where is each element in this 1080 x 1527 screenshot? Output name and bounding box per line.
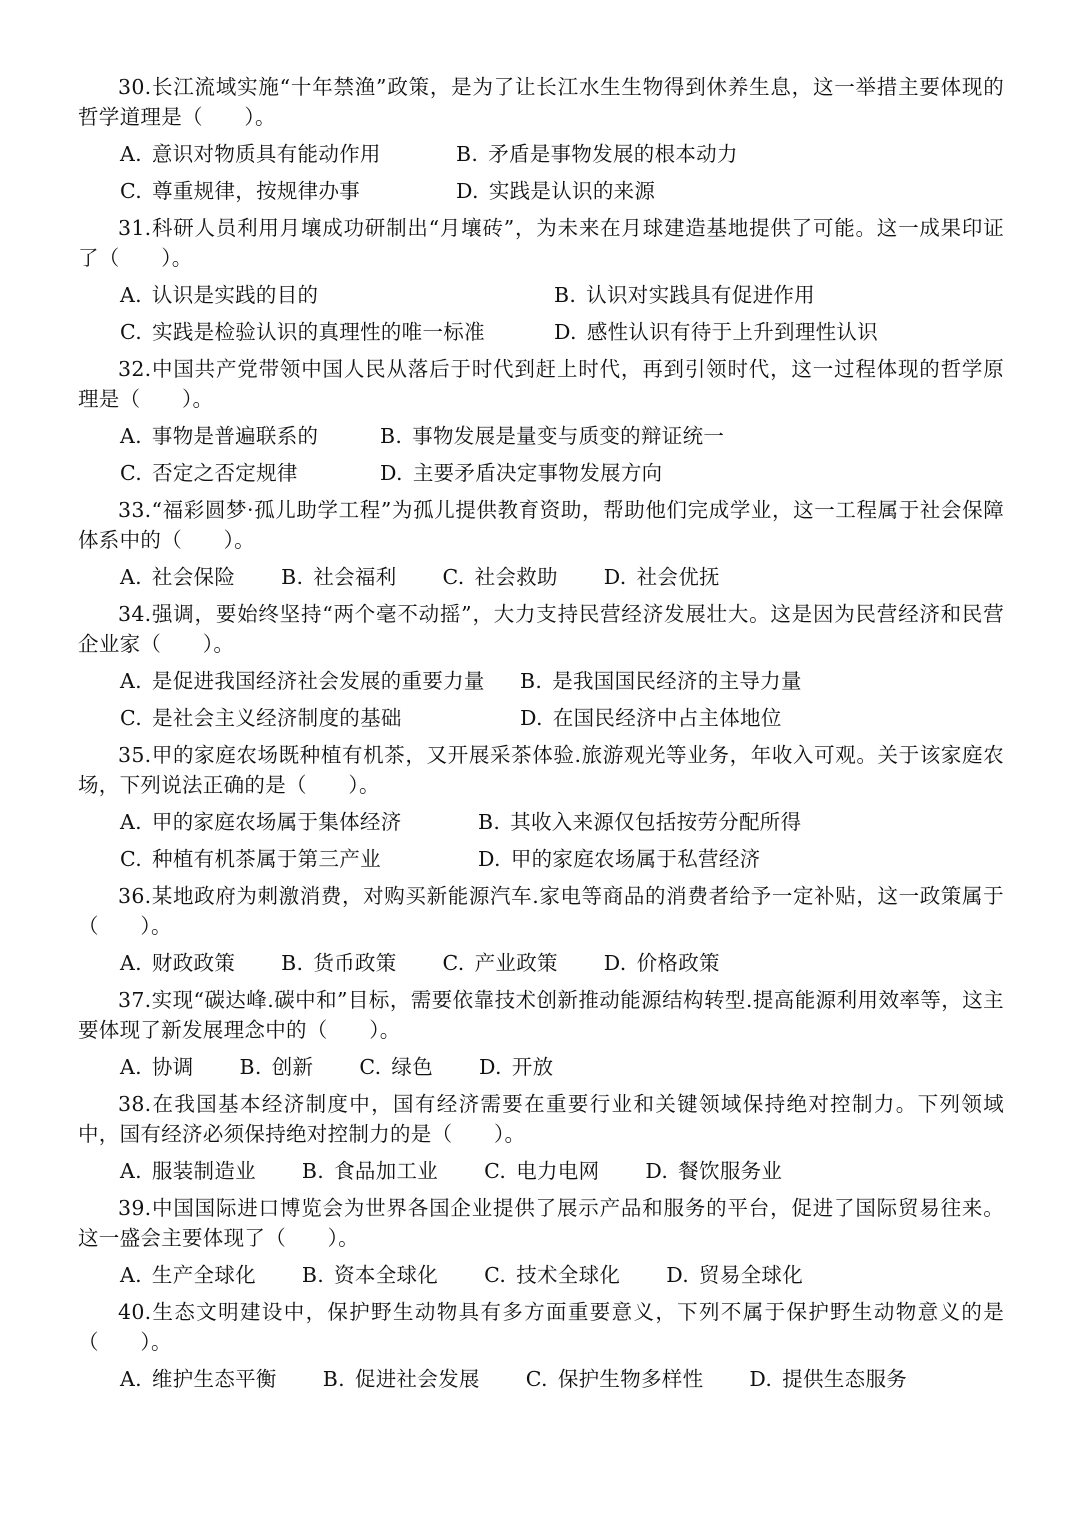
- option-list: [78, 948, 1004, 978]
- option-d: D. 开放: [479, 1055, 554, 1079]
- question-sheet: [78, 72, 1004, 1394]
- option-a: A. 认识是实践的目的: [120, 283, 319, 307]
- option-c: C. 技术全球化: [484, 1263, 621, 1287]
- option-a: A. 社会保险: [120, 565, 236, 589]
- option-c: C. 保护生物多样性: [525, 1367, 704, 1391]
- option-a: A. 意识对物质具有能动作用: [120, 142, 381, 166]
- option-b: B. 促进社会发展: [322, 1367, 480, 1391]
- question-35: [78, 740, 1004, 874]
- option-c: C. 电力电网: [484, 1159, 600, 1183]
- question-34: [78, 599, 1004, 733]
- option-d: D. 主要矛盾决定事物发展方向: [380, 461, 663, 485]
- option-d: D. 感性认识有待于上升到理性认识: [554, 320, 879, 344]
- question-stem: 30.长江流域实施“十年禁渔”政策，是为了让长江水生生物得到休养生息，这一举措主要体现的哲学道理是（ ）。: [78, 75, 1004, 129]
- option-b: B. 食品加工业: [301, 1159, 439, 1183]
- question-stem: 35.甲的家庭农场既种植有机茶，又开展采茶体验.旅游观光等业务，年收入可观。关于该家庭农场，下列说法正确的是（ ）。: [78, 743, 1004, 797]
- question-32: [78, 354, 1004, 488]
- option-c: C. 产业政策: [442, 951, 558, 975]
- option-list: [78, 1156, 1004, 1186]
- option-a: A. 财政政策: [120, 951, 236, 975]
- option-a: A. 服装制造业: [120, 1159, 256, 1183]
- option-c: C. 否定之否定规律: [120, 461, 298, 485]
- option-list: [78, 421, 1004, 488]
- option-b: B. 货币政策: [281, 951, 397, 975]
- option-d: D. 甲的家庭农场属于私营经济: [478, 847, 761, 871]
- option-a: A. 维护生态平衡: [120, 1367, 277, 1391]
- option-b: B. 是我国国民经济的主导力量: [520, 669, 802, 693]
- option-b: B. 事物发展是量变与质变的辩证统一: [380, 424, 725, 448]
- question-36: [78, 881, 1004, 978]
- option-list: [78, 666, 1004, 733]
- option-d: D. 在国民经济中占主体地位: [520, 706, 782, 730]
- option-d: D. 餐饮服务业: [645, 1159, 783, 1183]
- question-30: [78, 72, 1004, 206]
- question-stem: 38.在我国基本经济制度中，国有经济需要在重要行业和关键领域保持绝对控制力。下列领域中，国有经济必须保持绝对控制力的是（ ）。: [78, 1092, 1004, 1146]
- option-d: D. 提供生态服务: [749, 1367, 908, 1391]
- option-b: B. 创新: [239, 1055, 314, 1079]
- question-stem: 40.生态文明建设中，保护野生动物具有多方面重要意义，下列不属于保护野生动物意义的是（ ）。: [78, 1300, 1004, 1354]
- option-d: D. 价格政策: [603, 951, 720, 975]
- question-stem: 33.“福彩圆梦·孤儿助学工程”为孤儿提供教育资助，帮助他们完成学业，这一工程属于社会保障体系中的（ ）。: [78, 498, 1004, 552]
- option-list: [78, 139, 1004, 206]
- option-list: [78, 1260, 1004, 1290]
- option-list: [78, 1364, 1004, 1394]
- option-b: B. 资本全球化: [301, 1263, 439, 1287]
- question-31: [78, 213, 1004, 347]
- question-38: [78, 1089, 1004, 1186]
- option-a: A. 是促进我国经济社会发展的重要力量: [120, 669, 485, 693]
- option-b: B. 矛盾是事物发展的根本动力: [456, 142, 738, 166]
- question-stem: 39.中国国际进口博览会为世界各国企业提供了展示产品和服务的平台，促进了国际贸易往来。这一盛会主要体现了（ ）。: [78, 1196, 1004, 1250]
- question-40: [78, 1297, 1004, 1394]
- option-d: D. 社会优抚: [603, 565, 720, 589]
- question-stem: 34.强调，要始终坚持“两个毫不动摇”，大力支持民营经济发展壮大。这是因为民营经济和民营企业家（ ）。: [78, 602, 1004, 656]
- question-33: [78, 495, 1004, 592]
- question-stem: 37.实现“碳达峰.碳中和”目标，需要依靠技术创新推动能源结构转型.提高能源利用效率等，这主要体现了新发展理念中的（ ）。: [78, 988, 1004, 1042]
- option-list: [78, 280, 1004, 347]
- option-list: [78, 807, 1004, 874]
- question-stem: 36.某地政府为刺激消费，对购买新能源汽车.家电等商品的消费者给予一定补贴，这一政策属于（ ）。: [78, 884, 1004, 938]
- option-b: B. 社会福利: [281, 565, 397, 589]
- option-c: C. 尊重规律，按规律办事: [120, 179, 361, 203]
- option-b: B. 认识对实践具有促进作用: [554, 283, 815, 307]
- question-39: [78, 1193, 1004, 1290]
- option-list: [78, 1052, 1004, 1082]
- option-a: A. 生产全球化: [120, 1263, 256, 1287]
- option-c: C. 种植有机茶属于第三产业: [120, 847, 381, 871]
- option-d: D. 贸易全球化: [666, 1263, 804, 1287]
- option-a: A. 甲的家庭农场属于集体经济: [120, 810, 402, 834]
- question-stem: 31.科研人员利用月壤成功研制出“月壤砖”，为未来在月球建造基地提供了可能。这一成果印证了（ ）。: [78, 216, 1004, 270]
- option-a: A. 事物是普遍联系的: [120, 424, 319, 448]
- option-b: B. 其收入来源仅包括按劳分配所得: [478, 810, 802, 834]
- option-d: D. 实践是认识的来源: [456, 179, 656, 203]
- option-list: [78, 562, 1004, 592]
- option-c: C. 实践是检验认识的真理性的唯一标准: [120, 320, 485, 344]
- option-a: A. 协调: [120, 1055, 194, 1079]
- question-stem: 32.中国共产党带领中国人民从落后于时代到赶上时代，再到引领时代，这一过程体现的哲学原理是（ ）。: [78, 357, 1004, 411]
- option-c: C. 社会救助: [442, 565, 558, 589]
- question-37: [78, 985, 1004, 1082]
- option-c: C. 绿色: [359, 1055, 434, 1079]
- option-c: C. 是社会主义经济制度的基础: [120, 706, 402, 730]
